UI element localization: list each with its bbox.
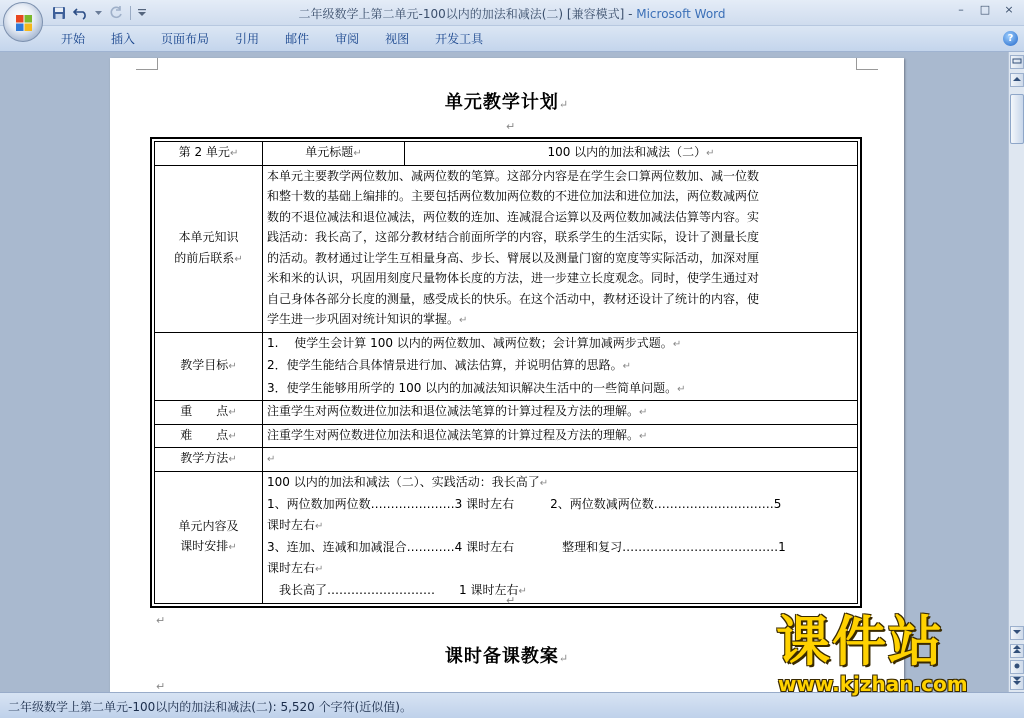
text-line bbox=[267, 472, 853, 495]
paragraph-mark: ↵ bbox=[156, 614, 166, 627]
tab-page-layout[interactable]: 页面布局 bbox=[161, 32, 210, 46]
document-name: 二年级数学上第二单元-100以内的加法和减法(二) [兼容模式] bbox=[298, 7, 625, 21]
cell-mark: ↵ bbox=[639, 407, 648, 418]
cell-mark: ↵ bbox=[228, 454, 237, 465]
table-cell[interactable] bbox=[155, 448, 263, 472]
cell-mark: ↵ bbox=[229, 148, 239, 159]
row-label-line bbox=[159, 248, 258, 271]
row-label-line: 单元内容及 bbox=[178, 518, 239, 533]
watermark-url: www.kjzhan.com bbox=[778, 672, 968, 696]
text-line bbox=[267, 558, 853, 581]
cell-mark: ↵ bbox=[672, 338, 682, 350]
app-name: Microsoft Word bbox=[636, 7, 726, 21]
cell-mark: ↵ bbox=[706, 148, 715, 159]
cell-mark: ↵ bbox=[228, 430, 237, 442]
cell-mark: ↵ bbox=[234, 253, 243, 265]
text-line: 本单元主要教学两位数加、减两位数的笔算。这部分内容是在学生会口算两位数加、减一位数 bbox=[267, 168, 760, 183]
tab-references[interactable]: 引用 bbox=[235, 32, 260, 46]
text-line-content: 学生进一步巩固对统计知识的掌握。 bbox=[267, 312, 460, 326]
status-text: 二年级数学上第二单元-100以内的加法和减法(二): 5,520 个字符(近似值)。 bbox=[8, 700, 412, 714]
table-cell[interactable] bbox=[263, 142, 405, 166]
next-page-button[interactable] bbox=[1010, 676, 1024, 690]
close-button[interactable]: × bbox=[1004, 3, 1014, 16]
paragraph-mark: ↵ bbox=[558, 98, 570, 111]
scroll-down-button[interactable] bbox=[1010, 626, 1024, 640]
text-line-content: 课时左右 bbox=[267, 517, 316, 532]
window-title bbox=[0, 5, 1024, 22]
tab-mailings[interactable]: 邮件 bbox=[285, 32, 310, 46]
table-row bbox=[155, 401, 858, 425]
text-line: 数的不退位减法和退位减法，两位数的连加、连减混合运算以及两位数加减法估算等内容。实 bbox=[267, 209, 760, 224]
cell-mark: ↵ bbox=[677, 383, 686, 395]
tab-insert[interactable]: 插入 bbox=[111, 32, 136, 46]
ribbon-tabs bbox=[48, 26, 496, 52]
table-cell[interactable] bbox=[263, 448, 858, 472]
text-line: 践活动：我长高了，这部分教材结合前面所学的内容，联系学生的生活实际，设计了测量长度 bbox=[267, 230, 760, 244]
chevron-up-icon bbox=[1013, 76, 1021, 82]
cell-mark: ↵ bbox=[518, 586, 527, 597]
tab-view[interactable]: 视图 bbox=[385, 32, 410, 46]
table-row bbox=[155, 448, 858, 472]
table-cell[interactable] bbox=[263, 165, 858, 332]
unit-title-value: 100 以内的加法和减法（二） bbox=[547, 145, 707, 159]
text-line bbox=[267, 355, 853, 378]
row-label-text: 的前后联系 bbox=[174, 250, 235, 265]
double-chevron-up-icon bbox=[1013, 645, 1021, 653]
double-chevron-down-icon bbox=[1013, 677, 1021, 685]
text-line: 和整十数的基础上编排的。主要包括两位数加两位数的不进位加法和进位加法，两位数减两位 bbox=[267, 189, 760, 203]
table-row bbox=[155, 332, 858, 401]
unit-title-label: 单元标题 bbox=[305, 145, 354, 159]
chevron-down-icon bbox=[1013, 629, 1021, 635]
text-line: 1、两位数加两位数…………………3 课时左右 2、两位数减两位数…………………………5 bbox=[267, 497, 782, 511]
row-label-text: 教学目标 bbox=[180, 358, 229, 372]
vertical-scrollbar[interactable] bbox=[1008, 52, 1024, 692]
watermark-name: 课件站 bbox=[776, 610, 944, 673]
scrollbar-thumb[interactable] bbox=[1010, 94, 1024, 144]
lesson-plan-title-text: 课时备课教案 bbox=[444, 646, 559, 667]
table-row bbox=[155, 471, 858, 603]
cell-mark: ↵ bbox=[228, 542, 237, 553]
cell-mark: ↵ bbox=[228, 407, 237, 418]
cell-mark: ↵ bbox=[639, 430, 648, 442]
row-label-text: 课时安排 bbox=[180, 539, 229, 553]
cell-mark: ↵ bbox=[622, 361, 632, 372]
row-label-text: 重 点 bbox=[180, 404, 229, 418]
text-line bbox=[267, 515, 853, 538]
cell-mark: ↵ bbox=[353, 148, 362, 159]
ruler-icon bbox=[1012, 56, 1022, 66]
row-label-text: 难 点 bbox=[180, 427, 229, 442]
tab-developer[interactable]: 开发工具 bbox=[435, 32, 484, 46]
table-cell[interactable] bbox=[155, 424, 263, 448]
window-controls bbox=[950, 2, 1020, 18]
scroll-up-button[interactable] bbox=[1010, 73, 1024, 87]
difficulty-text: 注重学生对两位数进位加法和退位减法笔算的计算过程及方法的理解。 bbox=[267, 427, 640, 442]
cell-mark: ↵ bbox=[228, 361, 237, 372]
paragraph-mark: ↵ bbox=[156, 680, 166, 692]
table-cell[interactable] bbox=[155, 332, 263, 401]
text-line-content: 2．使学生能结合具体情景进行加、减法估算，并说明估算的思路。 bbox=[267, 358, 623, 372]
table-row bbox=[155, 142, 858, 166]
text-line-content: 1. 使学生会计算 100 以内的两位数加、减两位数；会计算加减两步式题。 bbox=[267, 335, 673, 350]
tab-review[interactable]: 审阅 bbox=[335, 32, 360, 46]
table-cell[interactable] bbox=[263, 401, 858, 425]
paragraph-mark: ↵ bbox=[558, 652, 570, 665]
table-cell[interactable] bbox=[155, 471, 263, 603]
key-point-text: 注重学生对两位数进位加法和退位减法笔算的计算过程及方法的理解。 bbox=[267, 404, 640, 418]
cell-mark: ↵ bbox=[267, 454, 276, 465]
text-line: 的活动。教材通过让学生互相量身高、步长、臂展以及测量门窗的宽度等实际活动，加深对厘 bbox=[267, 250, 760, 265]
tab-home[interactable]: 开始 bbox=[61, 32, 86, 46]
minimize-button[interactable]: – bbox=[958, 3, 964, 16]
text-line bbox=[267, 309, 853, 332]
cell-mark: ↵ bbox=[539, 477, 549, 489]
cell-mark: ↵ bbox=[315, 520, 324, 532]
table-cell[interactable] bbox=[155, 401, 263, 425]
paragraph-mark: ↵ bbox=[506, 120, 516, 133]
text-line: 3、连加、连减和加减混合…………4 课时左右 整理和复习…………………………………1 bbox=[267, 540, 786, 554]
help-button[interactable]: ? bbox=[1003, 31, 1018, 46]
text-line-content: 课时左右 bbox=[267, 560, 316, 575]
table-row bbox=[155, 165, 858, 332]
table-cell[interactable] bbox=[263, 332, 858, 401]
text-line bbox=[267, 333, 853, 356]
paragraph-mark: ↵ bbox=[506, 594, 516, 607]
text-line bbox=[267, 580, 853, 603]
document-title bbox=[110, 88, 904, 114]
document-title-text: 单元教学计划 bbox=[444, 92, 559, 113]
office-button[interactable] bbox=[3, 2, 43, 42]
title-separator: - bbox=[624, 7, 637, 21]
cell-mark: ↵ bbox=[459, 315, 468, 326]
margin-corner-mark bbox=[856, 58, 878, 70]
row-label-line bbox=[159, 536, 258, 559]
office-logo-icon bbox=[15, 14, 33, 32]
watermark-logo bbox=[776, 612, 1004, 696]
text-line-content: 100 以内的加法和减法（二）、实践活动：我长高了 bbox=[267, 474, 540, 489]
previous-page-button[interactable] bbox=[1010, 644, 1024, 658]
table-cell[interactable] bbox=[155, 165, 263, 332]
text-line: 米和米的认识，巩固用刻度尺量物体长度的方法，进一步建立长度观念。同时，使学生通过对 bbox=[267, 271, 760, 285]
table-cell[interactable] bbox=[263, 424, 858, 448]
ruler-toggle-button[interactable] bbox=[1010, 55, 1024, 69]
maximize-button[interactable]: □ bbox=[979, 3, 991, 16]
browse-object-button[interactable] bbox=[1010, 660, 1024, 674]
table-row bbox=[155, 424, 858, 448]
text-line: 自己身体各部分长度的测量，感受成长的快乐。在这个活动中，教材还设计了统计的内容，使 bbox=[267, 291, 760, 306]
table-cell[interactable] bbox=[405, 142, 858, 166]
table-cell[interactable] bbox=[263, 471, 858, 603]
ribbon-tab-bar bbox=[0, 26, 1024, 52]
text-line-content: 我长高了……………………… 1 课时左右 bbox=[267, 583, 519, 597]
document-workspace bbox=[0, 52, 1008, 692]
margin-corner-mark bbox=[136, 58, 158, 70]
document-page[interactable] bbox=[110, 58, 904, 692]
text-line bbox=[267, 378, 853, 401]
text-line-content: 3．使学生能够用所学的 100 以内的加减法知识解决生活中的一些简单问题。 bbox=[267, 380, 678, 395]
row-label-line: 本单元知识 bbox=[178, 230, 239, 244]
cell-mark: ↵ bbox=[315, 563, 324, 575]
unit-plan-table bbox=[150, 137, 862, 608]
row-label-text: 教学方法 bbox=[180, 451, 229, 465]
unit-number: 第 2 单元 bbox=[178, 145, 230, 159]
table-cell[interactable] bbox=[155, 142, 263, 166]
title-bar bbox=[0, 0, 1024, 26]
circle-icon bbox=[1014, 663, 1020, 669]
